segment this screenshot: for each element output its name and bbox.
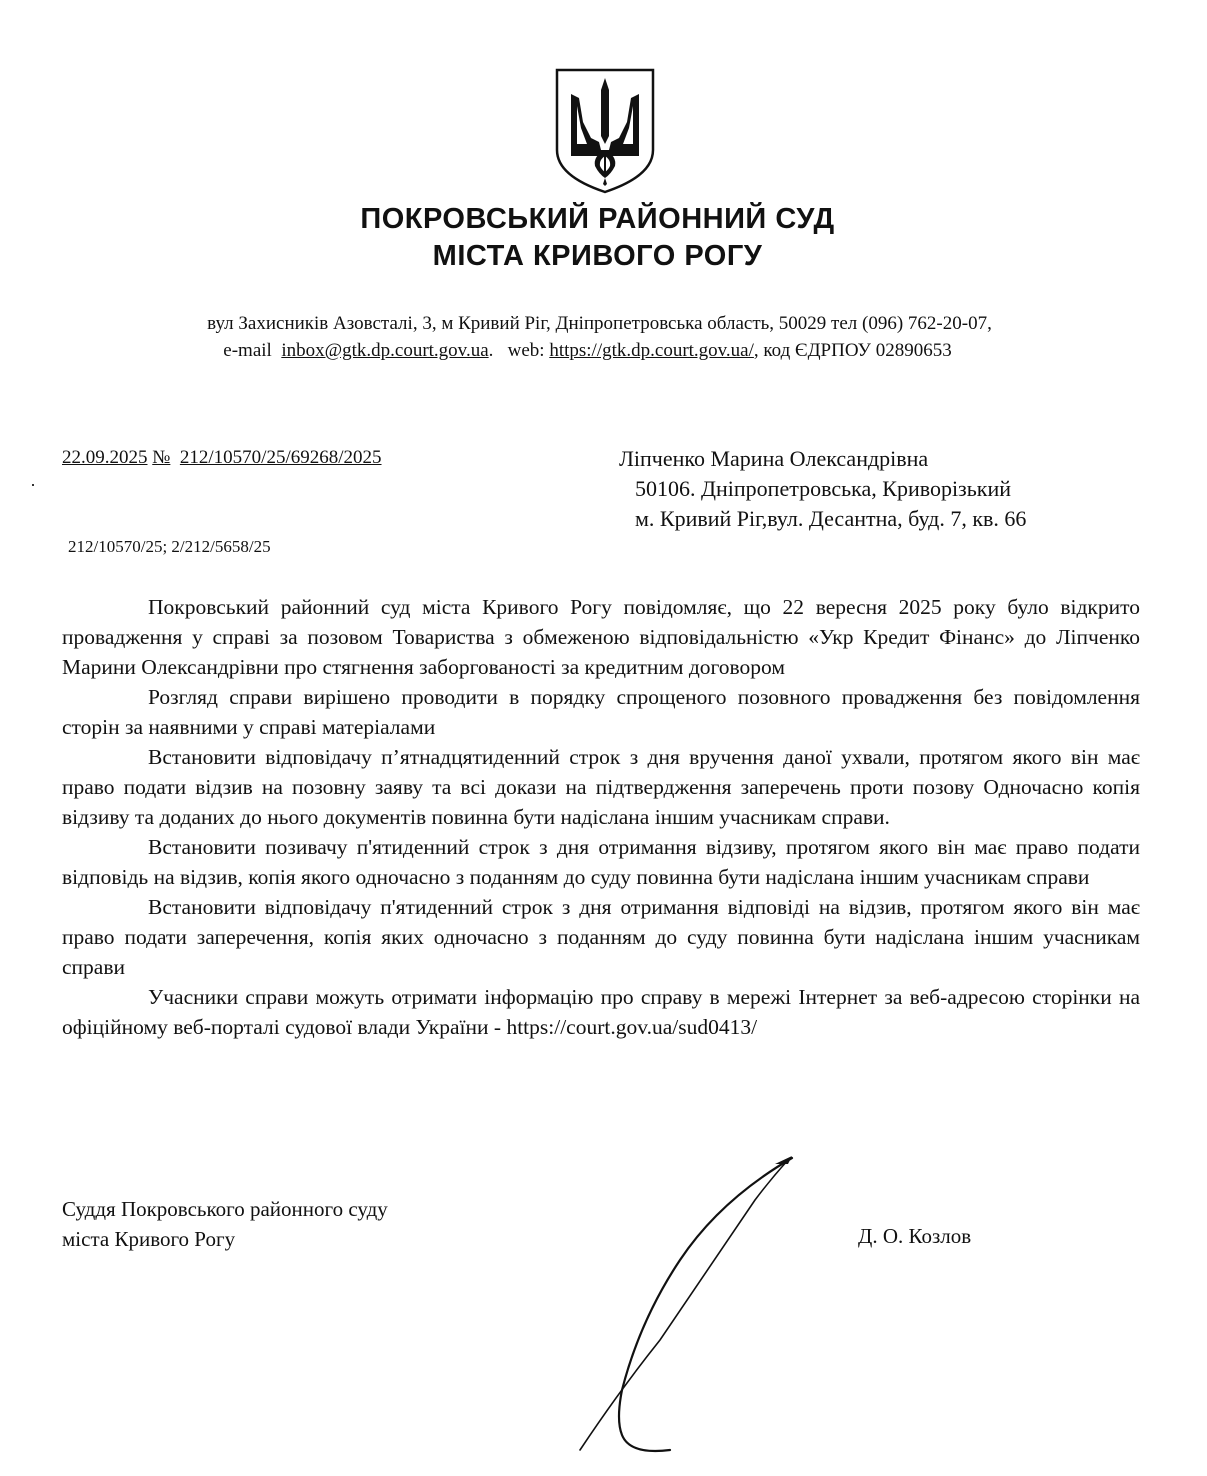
email-link[interactable]: inbox@gtk.dp.court.gov.ua: [281, 340, 489, 361]
judge-name: Д. О. Козлов: [858, 1224, 972, 1248]
web-label: web:: [507, 340, 545, 361]
judge-title: [62, 1194, 388, 1254]
reference-date: 22.09.2025: [62, 447, 148, 468]
reference-number: 212/10570/25/69268/2025: [179, 447, 382, 468]
recipient-name: Ліпченко Марина Олександрівна: [619, 446, 929, 471]
web-link[interactable]: https://gtk.dp.court.gov.ua/: [549, 340, 754, 361]
court-name-line1: ПОКРОВСЬКИЙ РАЙОННИЙ СУД: [360, 203, 835, 235]
paragraph-simplified-procedure: Розгляд справи вирішено проводити в порядку спрощеного позовного провадження без повідомлення сторін за наявними у справі матеріалами: [62, 685, 1140, 739]
paragraph-defendant-deadline: Встановити відповідачу п’ятнадцятиденний строк з дня вручення даної ухвали, протягом якого він має право подати відзив на позовну заяву та всі докази на підтвердження заперечень проти позову Одночасно копія відзиву та доданих до нього документів повинна бути надіслана іншим учасникам справи.: [62, 745, 1140, 829]
outgoing-reference: [62, 447, 382, 469]
scan-speck: [32, 484, 34, 486]
edrpou-code: код ЄДРПОУ 02890653: [763, 340, 952, 361]
recipient-address-line1: 50106. Дніпропетровська, Криворізький: [635, 476, 1012, 501]
letter-body: [62, 592, 1140, 1042]
court-name-line2: МІСТА КРИВОГО РОГУ: [432, 240, 763, 272]
paragraph-online-info: Учасники справи можуть отримати інформацію про справу в мережі Інтернет за веб-адресою сторінки на офіційному веб-порталі судової влади України - https://court.gov.ua/sud0413/: [62, 985, 1140, 1039]
email-label: e-mail: [223, 340, 272, 361]
judge-title-line2: міста Кривого Рогу: [62, 1227, 236, 1251]
recipient-address-line2: м. Кривий Ріг,вул. Десантна, буд. 7, кв. 66: [635, 506, 1027, 531]
court-address: вул Захисників Азовсталі, 3, м Кривий Ріг, Дніпропетровська область, 50029 тел (096) 762-20-07,: [207, 313, 992, 334]
paragraph-notice: Покровський районний суд міста Кривого Рогу повідомляє, що 22 вересня 2025 року було відкрито провадження у справі за позовом Товариства з обмеженою відповідальністю «Укр Кредит Фінанс» до Ліпченко Марини Олександрівни про стягнення заборгованості за кредитним договором: [62, 595, 1140, 679]
judge-title-line1: Суддя Покровського районного суду: [62, 1197, 388, 1221]
paragraph-objection-deadline: Встановити відповідачу п'ятиденний строк з дня отримання відповіді на відзив, протягом якого він має право подати заперечення, копія яких одночасно з поданням до суду повинна бути надіслана іншим учасникам справи: [62, 895, 1140, 979]
number-sign: №: [152, 447, 171, 468]
trident-emblem-icon: [553, 66, 657, 194]
handwritten-signature-icon: [470, 1150, 810, 1460]
court-contacts: e-mail inbox@gtk.dp.court.gov.ua. web: https://gtk.dp.court.gov.ua/, код ЄДРПОУ 02890653: [223, 340, 952, 361]
paragraph-plaintiff-deadline: Встановити позивачу п'ятиденний строк з дня отримання відзиву, протягом якого він має право подати відповідь на відзив, копія якого одночасно з поданням до суду повинна бути надіслана іншим учасникам справи: [62, 835, 1140, 889]
recipient-block: [619, 444, 1026, 534]
case-numbers: 212/10570/25; 2/212/5658/25: [68, 537, 271, 556]
